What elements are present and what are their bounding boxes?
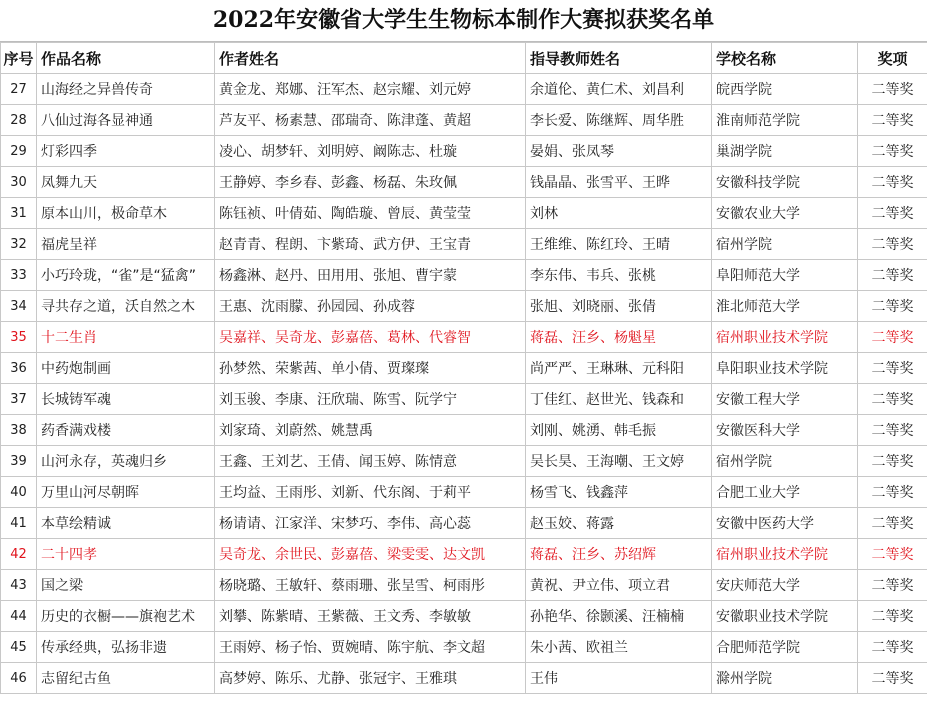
cell-number: 28 — [1, 105, 37, 136]
table-row — [1, 167, 927, 198]
cell-school: 宿州职业技术学院 — [712, 539, 858, 570]
header-school: 学校名称 — [712, 43, 858, 74]
cell-school: 淮北师范大学 — [712, 291, 858, 322]
cell-authors: 王惠、沈雨朦、孙园园、孙成蓉 — [215, 291, 526, 322]
cell-award: 二等奖 — [858, 136, 927, 167]
cell-work-title: 志留纪古鱼 — [37, 663, 215, 694]
cell-school: 合肥工业大学 — [712, 477, 858, 508]
cell-number: 41 — [1, 508, 37, 539]
table-row — [1, 260, 927, 291]
cell-teachers: 孙艳华、徐颢溪、汪楠楠 — [526, 601, 712, 632]
cell-work-title: 八仙过海各显神通 — [37, 105, 215, 136]
cell-authors: 吴奇龙、余世民、彭嘉蓓、梁雯雯、达文凯 — [215, 539, 526, 570]
cell-authors: 王静婷、李乡春、彭鑫、杨磊、朱玫佩 — [215, 167, 526, 198]
table-row — [1, 384, 927, 415]
cell-school: 安庆师范大学 — [712, 570, 858, 601]
table-row — [1, 229, 927, 260]
cell-authors: 黄金龙、郑娜、汪军杰、赵宗耀、刘元婷 — [215, 74, 526, 105]
cell-teachers: 钱晶晶、张雪平、王晔 — [526, 167, 712, 198]
cell-teachers: 丁佳红、赵世光、钱森和 — [526, 384, 712, 415]
cell-number: 30 — [1, 167, 37, 198]
cell-award: 二等奖 — [858, 353, 927, 384]
cell-authors: 杨鑫淋、赵丹、田用用、张旭、曹宇蒙 — [215, 260, 526, 291]
table-row — [1, 415, 927, 446]
cell-school: 滁州学院 — [712, 663, 858, 694]
cell-award: 二等奖 — [858, 322, 927, 353]
cell-number: 44 — [1, 601, 37, 632]
table-row — [1, 632, 927, 663]
cell-teachers: 赵玉姣、蒋露 — [526, 508, 712, 539]
cell-authors: 杨请请、江家洋、宋梦巧、李伟、高心蕊 — [215, 508, 526, 539]
cell-school: 合肥师范学院 — [712, 632, 858, 663]
cell-work-title: 药香满戏楼 — [37, 415, 215, 446]
cell-authors: 杨晓璐、王敏轩、蔡雨珊、张呈雪、柯雨彤 — [215, 570, 526, 601]
cell-teachers: 刘刚、姚湧、韩毛振 — [526, 415, 712, 446]
cell-school: 安徽科技学院 — [712, 167, 858, 198]
cell-school: 宿州学院 — [712, 229, 858, 260]
cell-work-title: 凤舞九天 — [37, 167, 215, 198]
cell-award: 二等奖 — [858, 539, 927, 570]
table-row — [1, 508, 927, 539]
cell-authors: 刘攀、陈紫晴、王紫薇、王文秀、李敏敏 — [215, 601, 526, 632]
cell-school: 宿州学院 — [712, 446, 858, 477]
cell-authors: 王鑫、王刘艺、王倩、闻玉婷、陈情意 — [215, 446, 526, 477]
cell-work-title: 二十四孝 — [37, 539, 215, 570]
cell-number: 43 — [1, 570, 37, 601]
table-row — [1, 353, 927, 384]
cell-school: 安徽医科大学 — [712, 415, 858, 446]
cell-award: 二等奖 — [858, 74, 927, 105]
cell-authors: 吴嘉祥、吴奇龙、彭嘉蓓、葛林、代睿智 — [215, 322, 526, 353]
cell-teachers: 李东伟、韦兵、张桃 — [526, 260, 712, 291]
table-row — [1, 570, 927, 601]
cell-teachers: 李长爱、陈继辉、周华胜 — [526, 105, 712, 136]
table-row — [1, 539, 927, 570]
cell-teachers: 黄祝、尹立伟、项立君 — [526, 570, 712, 601]
cell-award: 二等奖 — [858, 415, 927, 446]
cell-work-title: 原本山川，极命草木 — [37, 198, 215, 229]
table-row — [1, 105, 927, 136]
cell-authors: 高梦婷、陈乐、尤静、张冠宇、王雅琪 — [215, 663, 526, 694]
cell-teachers: 蒋磊、汪乡、杨魁星 — [526, 322, 712, 353]
cell-work-title: 本草绘精诚 — [37, 508, 215, 539]
table-row — [1, 322, 927, 353]
cell-award: 二等奖 — [858, 291, 927, 322]
cell-teachers: 刘林 — [526, 198, 712, 229]
table-row — [1, 663, 927, 694]
cell-award: 二等奖 — [858, 260, 927, 291]
cell-authors: 孙梦然、荣紫茜、单小倩、贾璨璨 — [215, 353, 526, 384]
cell-authors: 陈钰祯、叶倩茹、陶皓璇、曾辰、黄莹莹 — [215, 198, 526, 229]
cell-teachers: 张旭、刘晓丽、张倩 — [526, 291, 712, 322]
cell-authors: 刘家琦、刘蔚然、姚慧禹 — [215, 415, 526, 446]
table-header-row — [1, 43, 927, 74]
table-row — [1, 291, 927, 322]
cell-number: 35 — [1, 322, 37, 353]
cell-work-title: 寻共存之道，沃自然之木 — [37, 291, 215, 322]
cell-teachers: 王伟 — [526, 663, 712, 694]
cell-award: 二等奖 — [858, 632, 927, 663]
table-row — [1, 198, 927, 229]
cell-work-title: 山海经之异兽传奇 — [37, 74, 215, 105]
cell-teachers: 蒋磊、汪乡、苏绍辉 — [526, 539, 712, 570]
cell-authors: 刘玉骏、李康、汪欣瑞、陈雪、阮学宁 — [215, 384, 526, 415]
cell-work-title: 中药炮制画 — [37, 353, 215, 384]
cell-award: 二等奖 — [858, 663, 927, 694]
cell-award: 二等奖 — [858, 508, 927, 539]
cell-teachers: 晏娟、张凤琴 — [526, 136, 712, 167]
table-row — [1, 74, 927, 105]
cell-teachers: 杨雪飞、钱鑫萍 — [526, 477, 712, 508]
cell-number: 42 — [1, 539, 37, 570]
cell-number: 36 — [1, 353, 37, 384]
cell-school: 安徽工程大学 — [712, 384, 858, 415]
cell-award: 二等奖 — [858, 601, 927, 632]
cell-award: 二等奖 — [858, 477, 927, 508]
cell-number: 29 — [1, 136, 37, 167]
table-row — [1, 136, 927, 167]
cell-number: 34 — [1, 291, 37, 322]
cell-award: 二等奖 — [858, 446, 927, 477]
cell-work-title: 福虎呈祥 — [37, 229, 215, 260]
cell-school: 宿州职业技术学院 — [712, 322, 858, 353]
cell-award: 二等奖 — [858, 198, 927, 229]
cell-authors: 凌心、胡梦轩、刘明婷、阚陈志、杜璇 — [215, 136, 526, 167]
cell-award: 二等奖 — [858, 229, 927, 260]
cell-award: 二等奖 — [858, 570, 927, 601]
cell-teachers: 王维维、陈红玲、王晴 — [526, 229, 712, 260]
header-authors: 作者姓名 — [215, 43, 526, 74]
cell-work-title: 山河永存，英魂归乡 — [37, 446, 215, 477]
cell-work-title: 万里山河尽朝晖 — [37, 477, 215, 508]
page-title: 2022年安徽省大学生生物标本制作大赛拟获奖名单 — [0, 0, 927, 42]
header-award: 奖项 — [858, 43, 927, 74]
cell-authors: 赵青青、程朗、卞紫琦、武方伊、王宝青 — [215, 229, 526, 260]
cell-work-title: 历史的衣橱——旗袍艺术 — [37, 601, 215, 632]
cell-authors: 芦友平、杨素慧、邵瑞奇、陈津蓬、黄超 — [215, 105, 526, 136]
cell-work-title: 长城铸军魂 — [37, 384, 215, 415]
cell-school: 阜阳职业技术学院 — [712, 353, 858, 384]
cell-award: 二等奖 — [858, 384, 927, 415]
cell-work-title: 十二生肖 — [37, 322, 215, 353]
cell-number: 33 — [1, 260, 37, 291]
cell-school: 阜阳师范大学 — [712, 260, 858, 291]
cell-number: 27 — [1, 74, 37, 105]
cell-school: 安徽农业大学 — [712, 198, 858, 229]
cell-number: 39 — [1, 446, 37, 477]
cell-number: 32 — [1, 229, 37, 260]
cell-number: 46 — [1, 663, 37, 694]
cell-number: 38 — [1, 415, 37, 446]
cell-work-title: 国之梁 — [37, 570, 215, 601]
cell-school: 巢湖学院 — [712, 136, 858, 167]
cell-teachers: 尚严严、王琳琳、元科阳 — [526, 353, 712, 384]
cell-school: 安徽职业技术学院 — [712, 601, 858, 632]
table-row — [1, 446, 927, 477]
cell-number: 40 — [1, 477, 37, 508]
header-number: 序号 — [1, 43, 37, 74]
table-row — [1, 477, 927, 508]
cell-teachers: 吴长昊、王海嘲、王文婷 — [526, 446, 712, 477]
cell-authors: 王均益、王雨彤、刘新、代东阁、于莉平 — [215, 477, 526, 508]
cell-work-title: 灯彩四季 — [37, 136, 215, 167]
table-row — [1, 601, 927, 632]
cell-teachers: 朱小茜、欧祖兰 — [526, 632, 712, 663]
cell-work-title: 传承经典，弘扬非遗 — [37, 632, 215, 663]
header-teachers: 指导教师姓名 — [526, 43, 712, 74]
cell-school: 皖西学院 — [712, 74, 858, 105]
cell-teachers: 余道伦、黄仁术、刘昌利 — [526, 74, 712, 105]
cell-work-title: 小巧玲珑，“雀”是“猛禽” — [37, 260, 215, 291]
header-work-title: 作品名称 — [37, 43, 215, 74]
award-table — [0, 42, 927, 694]
cell-award: 二等奖 — [858, 105, 927, 136]
cell-authors: 王雨婷、杨子怡、贾婉晴、陈宇航、李文超 — [215, 632, 526, 663]
cell-school: 淮南师范学院 — [712, 105, 858, 136]
cell-number: 45 — [1, 632, 37, 663]
cell-number: 37 — [1, 384, 37, 415]
cell-school: 安徽中医药大学 — [712, 508, 858, 539]
cell-award: 二等奖 — [858, 167, 927, 198]
cell-number: 31 — [1, 198, 37, 229]
